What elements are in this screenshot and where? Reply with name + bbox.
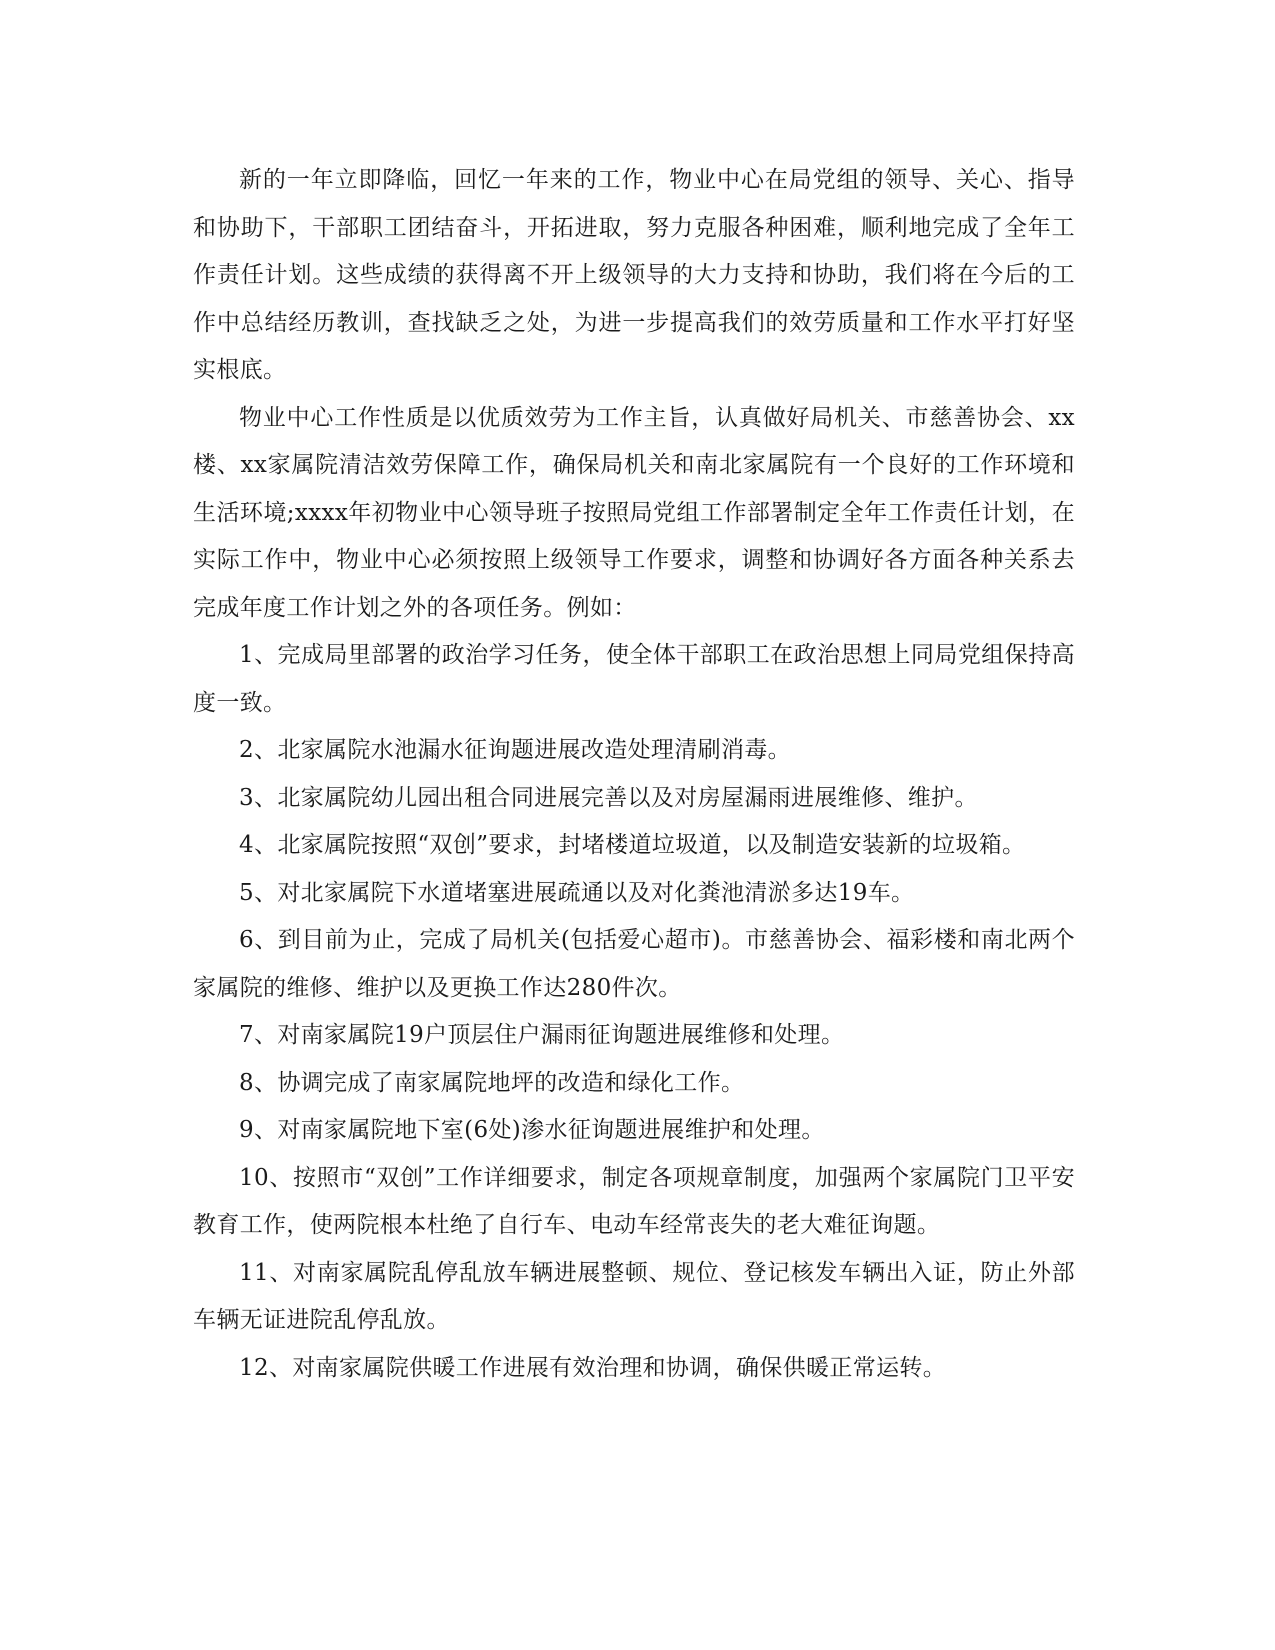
list-item-1: 1、完成局里部署的政治学习任务，使全体干部职工在政治思想上同局党组保持高度一致。: [193, 642, 1075, 716]
list-item-5: 5、对北家属院下水道堵塞进展疏通以及对化粪池清淤多达19车。: [239, 879, 915, 906]
list-item-6: 6、到目前为止，完成了局机关(包括爱心超市)。市慈善协会、福彩楼和南北两个家属院的维修、维护以及更换工作达280件次。: [193, 927, 1075, 1001]
list-item-11: 11、对南家属院乱停乱放车辆进展整顿、规位、登记核发车辆出入证，防止外部车辆无证进院乱停乱放。: [193, 1259, 1075, 1333]
list-item-7: 7、对南家属院19户顶层住户漏雨征询题进展维修和处理。: [239, 1022, 845, 1048]
list-item-8: 8、协调完成了南家属院地坪的改造和绿化工作。: [239, 1069, 745, 1096]
list-item-2: 2、北家属院水池漏水征询题进展改造处理清刷消毒。: [239, 737, 792, 763]
list-item-4: 4、北家属院按照“双创”要求，封堵楼道垃圾道，以及制造安装新的垃圾箱。: [239, 832, 1026, 858]
list-item-10: 10、按照市“双创”工作详细要求，制定各项规章制度，加强两个家属院门卫平安教育工作，使两院根本杜绝了自行车、电动车经常丧失的老大难征询题。: [193, 1164, 1075, 1238]
list-item-9: 9、对南家属院地下室(6处)渗水征询题进展维护和处理。: [239, 1117, 825, 1143]
paragraph-nature: 物业中心工作性质是以优质效劳为工作主旨，认真做好局机关、市慈善协会、xx楼、xx家属院清洁效劳保障工作，确保局机关和南北家属院有一个良好的工作环境和生活环境;xxxx年初物业中心领导班子按照局党组工作部署制定全年工作责任计划，在实际工作中，物业中心必须按照上级领导工作要求，调整和协调好各方面各种关系去完成年度工作计划之外的各项任务。例如：: [193, 404, 1075, 621]
list-item-12: 12、对南家属院供暖工作进展有效治理和协调，确保供暖正常运转。: [239, 1354, 947, 1381]
document-body: [193, 157, 1075, 1392]
list-item-3: 3、北家属院幼儿园出租合同进展完善以及对房屋漏雨进展维修、维护。: [239, 784, 978, 811]
paragraph-intro: 新的一年立即降临，回忆一年来的工作，物业中心在局党组的领导、关心、指导和协助下，干部职工团结奋斗，开拓进取，努力克服各种困难，顺利地完成了全年工作责任计划。这些成绩的获得离不开上级领导的大力支持和协助，我们将在今后的工作中总结经历教训，查找缺乏之处，为进一步提高我们的效劳质量和工作水平打好坚实根底。: [193, 167, 1075, 383]
